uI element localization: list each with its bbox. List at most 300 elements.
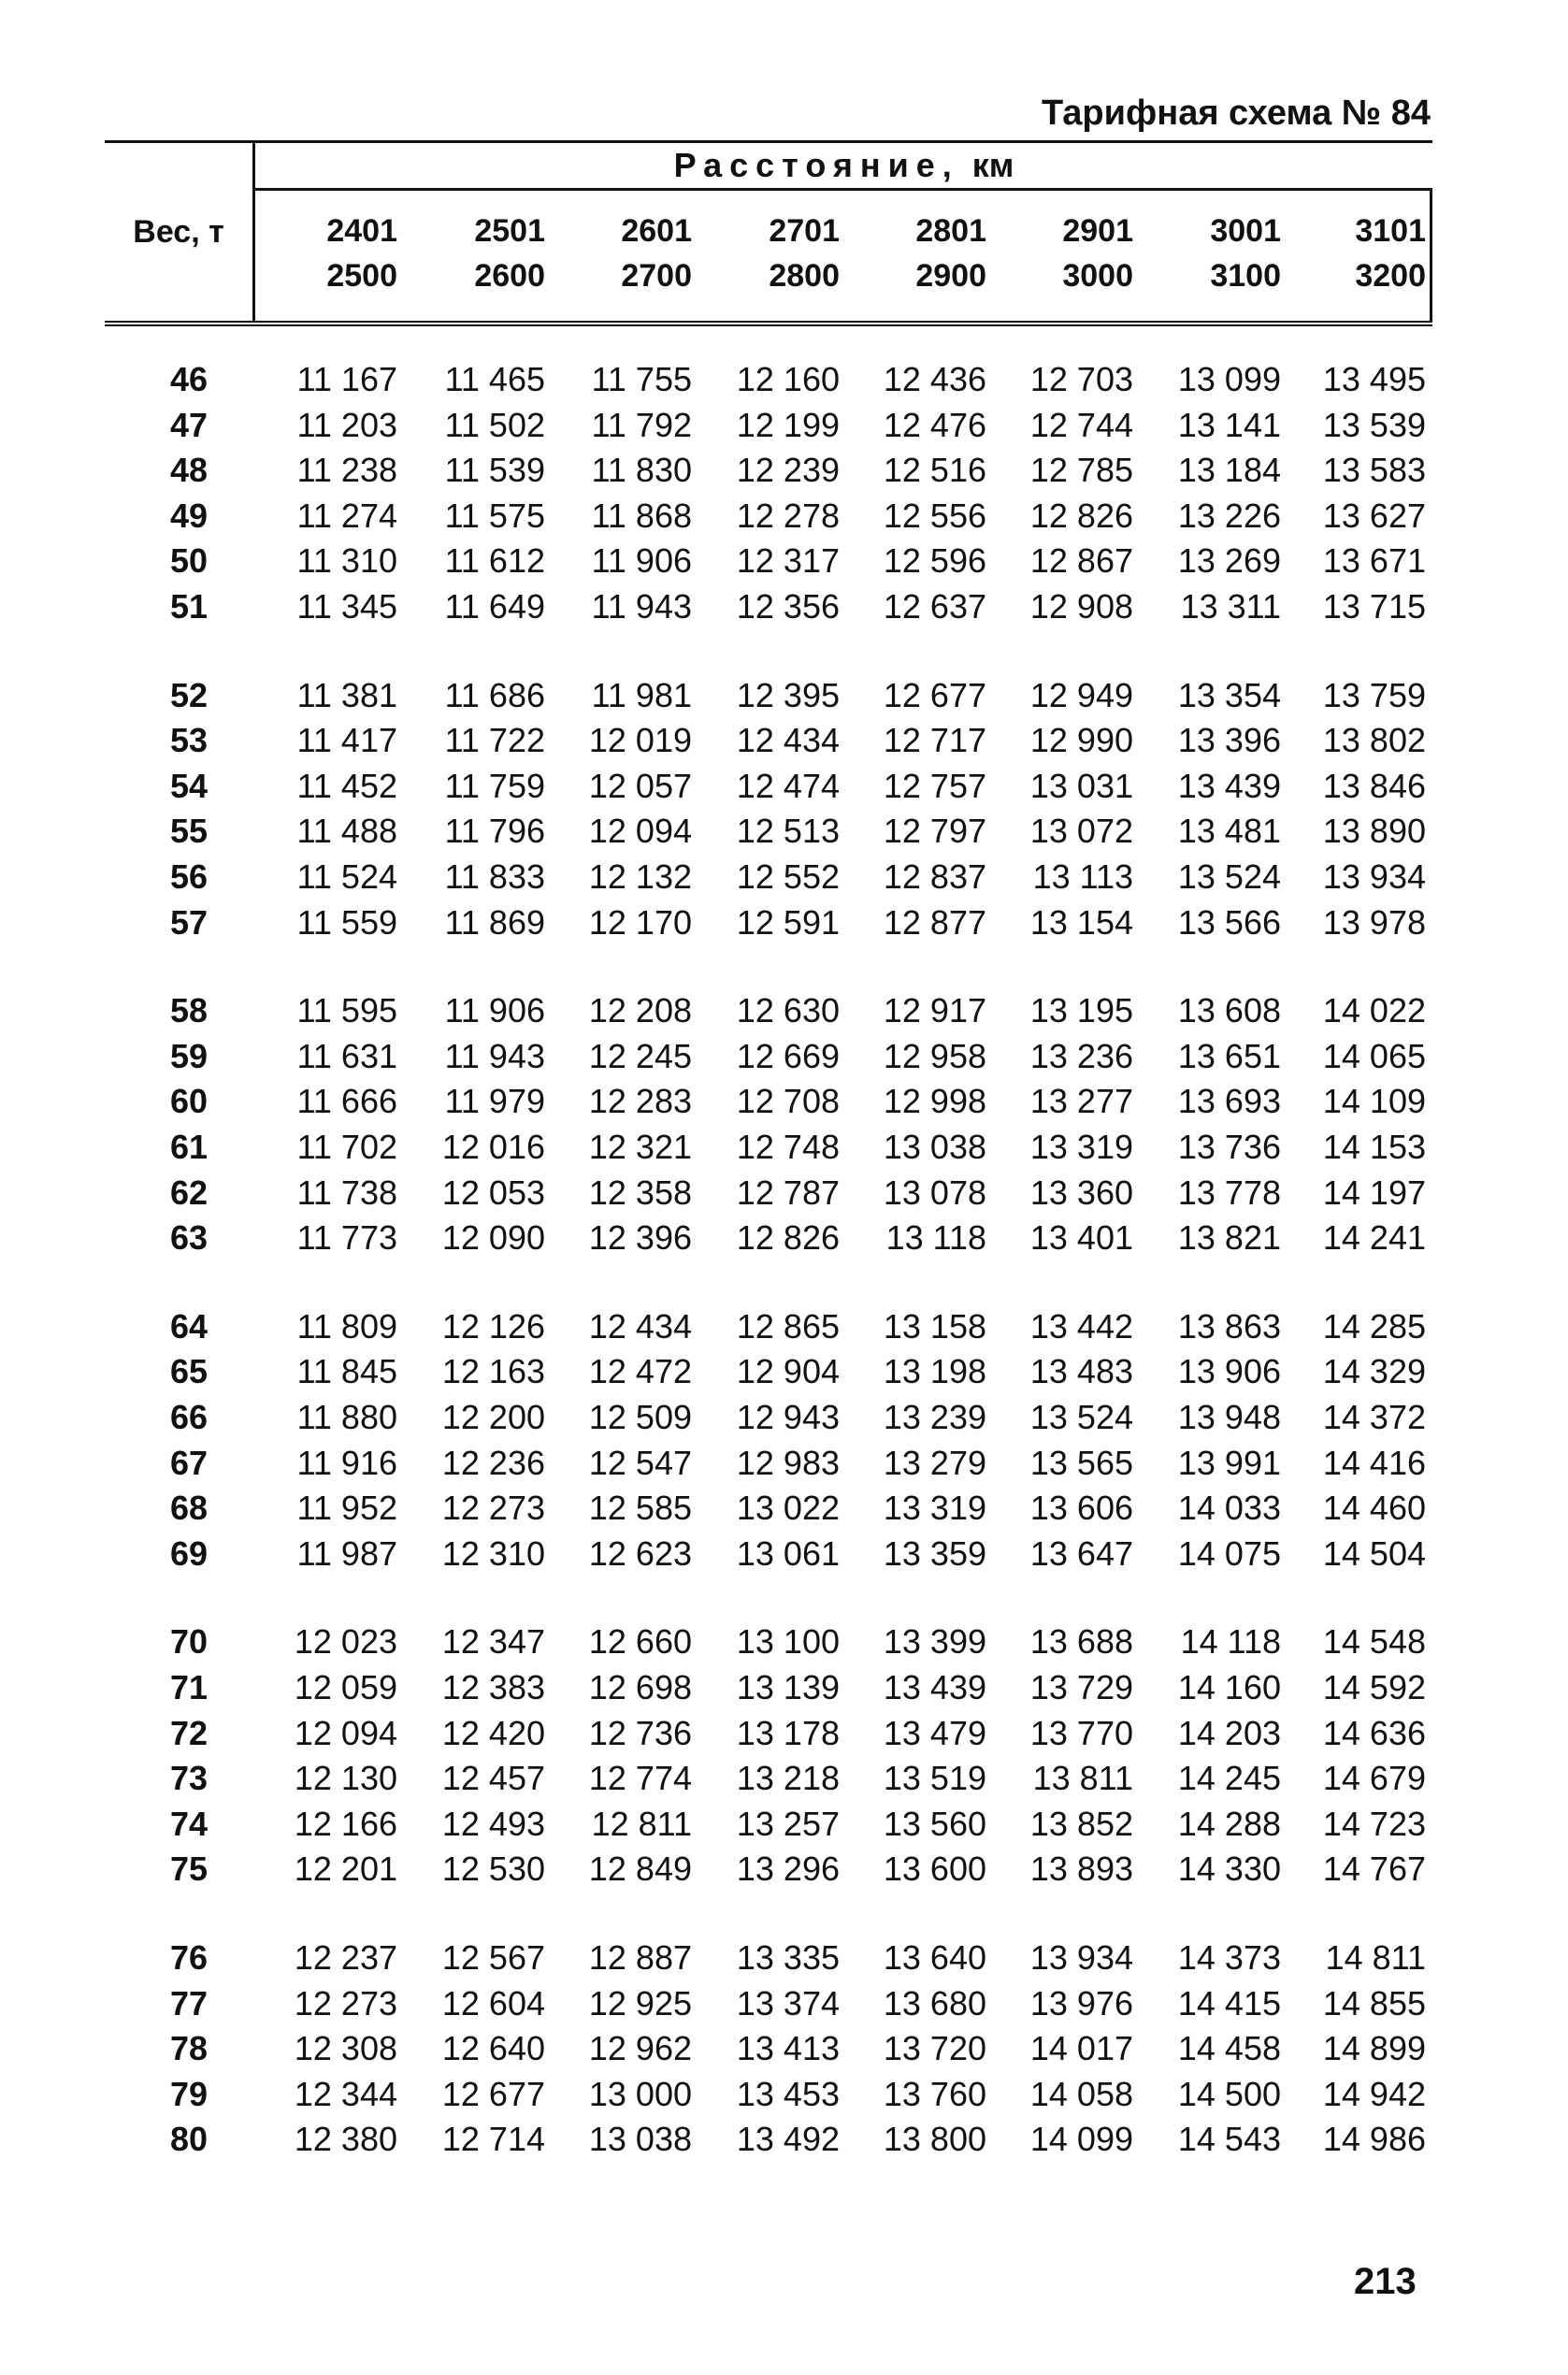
table-row (0, 991, 1568, 1036)
weight-cell: 78 (169, 2029, 208, 2068)
range-from: 2501 (474, 213, 545, 249)
tariff-cell: 13 671 (1322, 541, 1426, 581)
tariff-cell: 13 000 (588, 2074, 692, 2113)
tariff-cell: 11 868 (591, 496, 692, 535)
tariff-cell: 14 636 (1322, 1713, 1426, 1752)
table-row (0, 1352, 1568, 1397)
tariff-cell: 13 479 (883, 1713, 986, 1752)
tariff-cell: 12 163 (441, 1352, 545, 1391)
distance-range-1 (266, 191, 397, 321)
tariff-cell: 12 849 (588, 1850, 692, 1889)
tariff-cell: 14 160 (1177, 1668, 1281, 1706)
range-from: 3101 (1355, 213, 1426, 249)
tariff-cell: 12 797 (883, 812, 986, 851)
range-from: 2601 (621, 213, 692, 249)
tariff-cell: 14 504 (1322, 1533, 1426, 1573)
table-row (0, 1984, 1568, 2029)
tariff-cell: 12 925 (588, 1983, 692, 2022)
tariff-cell: 11 203 (296, 405, 397, 444)
tariff-cell: 11 631 (296, 1036, 397, 1075)
tariff-cell: 12 283 (588, 1082, 692, 1121)
tariff-cell: 13 269 (1177, 541, 1281, 581)
table-row (0, 1938, 1568, 1983)
tariff-cell: 12 273 (294, 1983, 397, 2022)
tariff-cell: 11 465 (444, 360, 545, 398)
tariff-cell: 12 837 (883, 857, 986, 896)
weight-column-header: Вес, т (105, 143, 255, 321)
tariff-cell: 13 736 (1177, 1128, 1281, 1166)
tariff-cell: 14 033 (1177, 1489, 1281, 1528)
tariff-cell: 11 755 (591, 360, 692, 398)
tariff-cell: 12 736 (588, 1713, 692, 1752)
tariff-cell: 12 160 (736, 360, 840, 398)
weight-cell: 74 (169, 1804, 208, 1843)
tariff-cell: 13 319 (883, 1489, 986, 1528)
tariff-cell: 13 606 (1029, 1489, 1133, 1528)
tariff-cell: 13 906 (1177, 1352, 1281, 1391)
tariff-cell: 11 869 (444, 902, 545, 942)
tariff-cell: 13 802 (1322, 721, 1426, 760)
tariff-cell: 11 702 (296, 1128, 397, 1166)
tariff-cell: 12 472 (588, 1352, 692, 1391)
tariff-cell: 12 567 (441, 1938, 545, 1977)
tariff-cell: 13 948 (1177, 1398, 1281, 1436)
table-row (0, 1805, 1568, 1850)
range-to: 2500 (326, 258, 397, 294)
tariff-cell: 11 452 (296, 766, 397, 805)
tariff-cell: 14 767 (1322, 1850, 1426, 1889)
tariff-cell: 13 022 (736, 1489, 840, 1528)
tariff-cell: 11 738 (296, 1173, 397, 1212)
tariff-cell: 12 513 (736, 812, 840, 851)
tariff-cell: 13 072 (1029, 812, 1133, 851)
tariff-cell: 14 241 (1322, 1218, 1426, 1258)
tariff-cell: 13 759 (1322, 675, 1426, 714)
tariff-cell: 12 239 (736, 451, 840, 490)
tariff-cell: 11 274 (296, 496, 397, 535)
tariff-cell: 12 530 (441, 1850, 545, 1889)
tariff-cell: 12 420 (441, 1713, 545, 1752)
tariff-cell: 13 627 (1322, 496, 1426, 535)
weight-cell: 63 (169, 1218, 208, 1258)
tariff-cell: 11 833 (444, 857, 545, 896)
tariff-cell: 12 630 (736, 991, 840, 1030)
tariff-cell: 11 792 (591, 405, 692, 444)
tariff-cell: 12 811 (591, 1804, 692, 1843)
tariff-cell: 12 867 (1029, 541, 1133, 581)
tariff-cell: 13 539 (1322, 405, 1426, 444)
tariff-cell: 12 908 (1029, 587, 1133, 626)
tariff-cell: 12 016 (441, 1128, 545, 1166)
tariff-cell: 14 203 (1177, 1713, 1281, 1752)
tariff-cell: 12 094 (588, 812, 692, 851)
tariff-cell: 12 983 (736, 1443, 840, 1482)
tariff-cell: 12 677 (883, 675, 986, 714)
tariff-cell: 13 566 (1177, 902, 1281, 942)
tariff-cell: 11 773 (296, 1218, 397, 1258)
tariff-cell: 12 057 (588, 766, 692, 805)
tariff-cell: 13 846 (1322, 766, 1426, 805)
tariff-cell: 13 239 (883, 1398, 986, 1436)
tariff-cell: 11 345 (296, 587, 397, 626)
tariff-cell: 12 744 (1029, 405, 1133, 444)
weight-cell: 58 (169, 991, 208, 1030)
tariff-cell: 12 321 (588, 1128, 692, 1166)
tariff-cell: 11 906 (444, 991, 545, 1030)
range-from: 2401 (326, 213, 397, 249)
table-row (0, 1668, 1568, 1713)
weight-cell: 68 (169, 1489, 208, 1528)
tariff-cell: 12 166 (294, 1804, 397, 1843)
table-row (0, 587, 1568, 632)
tariff-cell: 13 934 (1029, 1938, 1133, 1977)
tariff-cell: 12 547 (588, 1443, 692, 1482)
table-row (0, 1714, 1568, 1759)
weight-cell: 53 (169, 721, 208, 760)
table-row (0, 1082, 1568, 1127)
tariff-cell: 12 787 (736, 1173, 840, 1212)
tariff-cell: 11 238 (296, 451, 397, 490)
tariff-cell: 12 962 (588, 2029, 692, 2068)
tariff-cell: 13 821 (1177, 1218, 1281, 1258)
distance-range-7 (1150, 191, 1281, 321)
weight-cell: 73 (169, 1759, 208, 1798)
tariff-cell: 14 285 (1322, 1306, 1426, 1346)
weight-cell: 57 (169, 902, 208, 942)
table-row (0, 1850, 1568, 1894)
tariff-cell: 13 113 (1032, 857, 1133, 896)
tariff-cell: 13 852 (1029, 1804, 1133, 1843)
table-row (0, 1759, 1568, 1804)
tariff-cell: 13 519 (883, 1759, 986, 1798)
tariff-cell: 13 688 (1029, 1622, 1133, 1662)
tariff-cell: 11 952 (296, 1489, 397, 1528)
range-to: 3200 (1355, 258, 1426, 294)
tariff-cell: 11 595 (296, 991, 397, 1030)
tariff-cell: 14 329 (1322, 1352, 1426, 1391)
range-to: 3100 (1210, 258, 1281, 294)
tariff-cell: 13 439 (1177, 766, 1281, 805)
tariff-cell: 14 373 (1177, 1938, 1281, 1977)
weight-cell: 47 (169, 405, 208, 444)
tariff-cell: 13 413 (736, 2029, 840, 2068)
tariff-cell: 11 943 (591, 587, 692, 626)
tariff-cell: 11 488 (296, 812, 397, 851)
table-row (0, 1307, 1568, 1352)
tariff-cell: 13 651 (1177, 1036, 1281, 1075)
weight-cell: 64 (169, 1306, 208, 1346)
tariff-cell: 13 439 (883, 1668, 986, 1706)
range-from: 2701 (769, 213, 840, 249)
table-row (0, 497, 1568, 541)
tariff-cell: 12 748 (736, 1128, 840, 1166)
tariff-cell: 13 078 (883, 1173, 986, 1212)
tariff-cell: 14 899 (1322, 2029, 1426, 2068)
distance-range-6 (1002, 191, 1133, 321)
distance-ranges (255, 191, 1432, 321)
tariff-cell: 12 358 (588, 1173, 692, 1212)
tariff-cell: 14 022 (1322, 991, 1426, 1030)
tariff-cell: 13 139 (736, 1668, 840, 1706)
tariff-cell: 13 640 (883, 1938, 986, 1977)
table-row (0, 406, 1568, 451)
tariff-cell: 14 548 (1322, 1622, 1426, 1662)
table-row (0, 857, 1568, 902)
weight-cell: 56 (169, 857, 208, 896)
table-row (0, 1489, 1568, 1533)
tariff-cell: 12 596 (883, 541, 986, 581)
tariff-cell: 13 178 (736, 1713, 840, 1752)
tariff-cell: 13 360 (1029, 1173, 1133, 1212)
table-header (105, 140, 1432, 326)
tariff-cell: 13 453 (736, 2074, 840, 2113)
tariff-cell: 12 199 (736, 405, 840, 444)
tariff-cell: 12 317 (736, 541, 840, 581)
tariff-cell: 14 415 (1177, 1983, 1281, 2022)
table-row (0, 1128, 1568, 1173)
tariff-cell: 13 524 (1029, 1398, 1133, 1436)
tariff-cell: 12 170 (588, 902, 692, 942)
weight-cell: 50 (169, 541, 208, 581)
weight-cell: 72 (169, 1713, 208, 1752)
tariff-cell: 13 374 (736, 1983, 840, 2022)
tariff-cell: 13 976 (1029, 1983, 1133, 2022)
tariff-cell: 12 774 (588, 1759, 692, 1798)
tariff-cell: 13 257 (736, 1804, 840, 1843)
tariff-cell: 13 770 (1029, 1713, 1133, 1752)
range-from: 2801 (915, 213, 986, 249)
tariff-cell: 12 395 (736, 675, 840, 714)
weight-cell: 67 (169, 1443, 208, 1482)
tariff-cell: 12 785 (1029, 451, 1133, 490)
tariff-cell: 14 855 (1322, 1983, 1426, 2022)
table-row (0, 1218, 1568, 1263)
tariff-cell: 13 141 (1177, 405, 1281, 444)
tariff-cell: 12 660 (588, 1622, 692, 1662)
table-row (0, 1534, 1568, 1579)
tariff-cell: 13 778 (1177, 1173, 1281, 1212)
tariff-cell: 13 279 (883, 1443, 986, 1482)
tariff-cell: 13 198 (883, 1352, 986, 1391)
tariff-cell: 14 197 (1322, 1173, 1426, 1212)
tariff-cell: 12 310 (441, 1533, 545, 1573)
tariff-cell: 12 474 (736, 766, 840, 805)
distance-range-5 (856, 191, 986, 321)
tariff-cell: 13 277 (1029, 1082, 1133, 1121)
tariff-cell: 12 383 (441, 1668, 545, 1706)
weight-cell: 55 (169, 812, 208, 851)
tariff-cell: 12 949 (1029, 675, 1133, 714)
tariff-cell: 13 863 (1177, 1306, 1281, 1346)
tariff-cell: 12 943 (736, 1398, 840, 1436)
tariff-cell: 13 184 (1177, 451, 1281, 490)
distance-unit: км (971, 146, 1014, 184)
tariff-cell: 13 978 (1322, 902, 1426, 942)
tariff-cell: 12 436 (883, 360, 986, 398)
range-from: 2901 (1062, 213, 1133, 249)
tariff-cell: 13 226 (1177, 496, 1281, 535)
tariff-cell: 13 218 (736, 1759, 840, 1798)
tariff-cell: 13 311 (1180, 587, 1281, 626)
tariff-cell: 11 987 (296, 1533, 397, 1573)
table-row (0, 541, 1568, 586)
tariff-cell: 11 612 (444, 541, 545, 581)
tariff-cell: 13 760 (883, 2074, 986, 2113)
tariff-cell: 14 543 (1177, 2120, 1281, 2159)
tariff-cell: 14 372 (1322, 1398, 1426, 1436)
weight-cell: 66 (169, 1398, 208, 1436)
tariff-cell: 11 979 (444, 1082, 545, 1121)
tariff-cell: 12 132 (588, 857, 692, 896)
tariff-cell: 11 830 (591, 451, 692, 490)
distance-header-label: Расстояние, (673, 146, 959, 184)
page-number: 213 (1354, 2261, 1417, 2302)
tariff-cell: 12 585 (588, 1489, 692, 1528)
tariff-cell: 14 058 (1029, 2074, 1133, 2113)
weight-cell: 61 (169, 1128, 208, 1166)
range-to: 3000 (1062, 258, 1133, 294)
tariff-cell: 12 434 (736, 721, 840, 760)
tariff-cell: 14 811 (1325, 1938, 1426, 1977)
table-row (0, 812, 1568, 856)
tariff-cell: 14 458 (1177, 2029, 1281, 2068)
tariff-cell: 11 880 (296, 1398, 397, 1436)
tariff-cell: 12 476 (883, 405, 986, 444)
weight-cell: 76 (169, 1938, 208, 1977)
tariff-cell: 13 680 (883, 1983, 986, 2022)
tariff-cell: 12 958 (883, 1036, 986, 1075)
tariff-cell: 11 916 (296, 1443, 397, 1482)
tariff-cell: 13 154 (1029, 902, 1133, 942)
tariff-cell: 12 493 (441, 1804, 545, 1843)
tariff-cell: 13 399 (883, 1622, 986, 1662)
tariff-cell: 13 236 (1029, 1036, 1133, 1075)
tariff-cell: 11 167 (296, 360, 397, 398)
weight-cell: 46 (169, 360, 208, 398)
tariff-cell: 12 717 (883, 721, 986, 760)
table-row (0, 676, 1568, 721)
tariff-cell: 12 703 (1029, 360, 1133, 398)
table-row (0, 1173, 1568, 1218)
tariff-cell: 14 099 (1029, 2120, 1133, 2159)
tariff-cell: 13 693 (1177, 1082, 1281, 1121)
tariff-cell: 14 723 (1322, 1804, 1426, 1843)
weight-cell: 69 (169, 1533, 208, 1573)
tariff-cell: 14 109 (1322, 1082, 1426, 1121)
tariff-cell: 13 038 (588, 2120, 692, 2159)
tariff-cell: 12 200 (441, 1398, 545, 1436)
tariff-cell: 12 059 (294, 1668, 397, 1706)
tariff-cell: 12 236 (441, 1443, 545, 1482)
tariff-cell: 13 729 (1029, 1668, 1133, 1706)
tariff-cell: 13 481 (1177, 812, 1281, 851)
tariff-cell: 12 019 (588, 721, 692, 760)
table-row (0, 903, 1568, 948)
tariff-cell: 12 556 (883, 496, 986, 535)
tariff-cell: 12 308 (294, 2029, 397, 2068)
weight-cell: 71 (169, 1668, 208, 1706)
tariff-cell: 12 998 (883, 1082, 986, 1121)
table-row (0, 1398, 1568, 1443)
tariff-cell: 13 038 (883, 1128, 986, 1166)
tariff-cell: 14 288 (1177, 1804, 1281, 1843)
tariff-cell: 12 090 (441, 1218, 545, 1258)
tariff-cell: 12 516 (883, 451, 986, 490)
tariff-cell: 12 865 (736, 1306, 840, 1346)
tariff-cell: 13 991 (1177, 1443, 1281, 1482)
tariff-cell: 13 195 (1029, 991, 1133, 1030)
tariff-cell: 11 417 (296, 721, 397, 760)
table-row (0, 1037, 1568, 1082)
range-to: 2800 (769, 258, 840, 294)
range-to: 2900 (915, 258, 986, 294)
tariff-cell: 12 396 (588, 1218, 692, 1258)
tariff-cell: 14 500 (1177, 2074, 1281, 2113)
table-row (0, 451, 1568, 496)
tariff-cell: 11 539 (444, 451, 545, 490)
tariff-cell: 12 344 (294, 2074, 397, 2113)
tariff-cell: 13 715 (1322, 587, 1426, 626)
tariff-cell: 12 757 (883, 766, 986, 805)
table-row (0, 2075, 1568, 2120)
tariff-cell: 14 330 (1177, 1850, 1281, 1889)
tariff-cell: 13 354 (1177, 675, 1281, 714)
weight-cell: 70 (169, 1622, 208, 1662)
range-to: 2600 (474, 258, 545, 294)
tariff-cell: 12 714 (441, 2120, 545, 2159)
tariff-cell: 12 053 (441, 1173, 545, 1212)
weight-cell: 49 (169, 496, 208, 535)
tariff-cell: 13 800 (883, 2120, 986, 2159)
weight-cell: 60 (169, 1082, 208, 1121)
weight-cell: 75 (169, 1850, 208, 1889)
tariff-cell: 12 698 (588, 1668, 692, 1706)
weight-cell: 77 (169, 1983, 208, 2022)
table-row (0, 1444, 1568, 1489)
tariff-cell: 13 560 (883, 1804, 986, 1843)
weight-cell: 79 (169, 2074, 208, 2113)
tariff-cell: 11 381 (296, 675, 397, 714)
range-to: 2700 (621, 258, 692, 294)
tariff-cell: 12 457 (441, 1759, 545, 1798)
tariff-cell: 11 796 (444, 812, 545, 851)
tariff-cell: 12 904 (736, 1352, 840, 1391)
weight-cell: 65 (169, 1352, 208, 1391)
tariff-cell: 12 708 (736, 1082, 840, 1121)
tariff-cell: 12 094 (294, 1713, 397, 1752)
tariff-cell: 12 826 (1029, 496, 1133, 535)
tariff-cell: 14 986 (1322, 2120, 1426, 2159)
tariff-cell: 13 565 (1029, 1443, 1133, 1482)
tariff-cell: 13 031 (1029, 766, 1133, 805)
tariff-cell: 13 319 (1029, 1128, 1133, 1166)
tariff-cell: 13 893 (1029, 1850, 1133, 1889)
tariff-cell: 11 310 (296, 541, 397, 581)
distance-range-8 (1295, 191, 1426, 321)
tariff-cell: 13 442 (1029, 1306, 1133, 1346)
tariff-cell: 12 434 (588, 1306, 692, 1346)
distance-range-3 (561, 191, 692, 321)
tariff-cell: 12 208 (588, 991, 692, 1030)
tariff-cell: 13 396 (1177, 721, 1281, 760)
tariff-cell: 12 237 (294, 1938, 397, 1977)
tariff-cell: 12 278 (736, 496, 840, 535)
tariff-cell: 13 359 (883, 1533, 986, 1573)
tariff-cell: 14 942 (1322, 2074, 1426, 2113)
tariff-cell: 12 640 (441, 2029, 545, 2068)
tariff-cell: 13 118 (885, 1218, 986, 1258)
tariff-cell: 13 335 (736, 1938, 840, 1977)
